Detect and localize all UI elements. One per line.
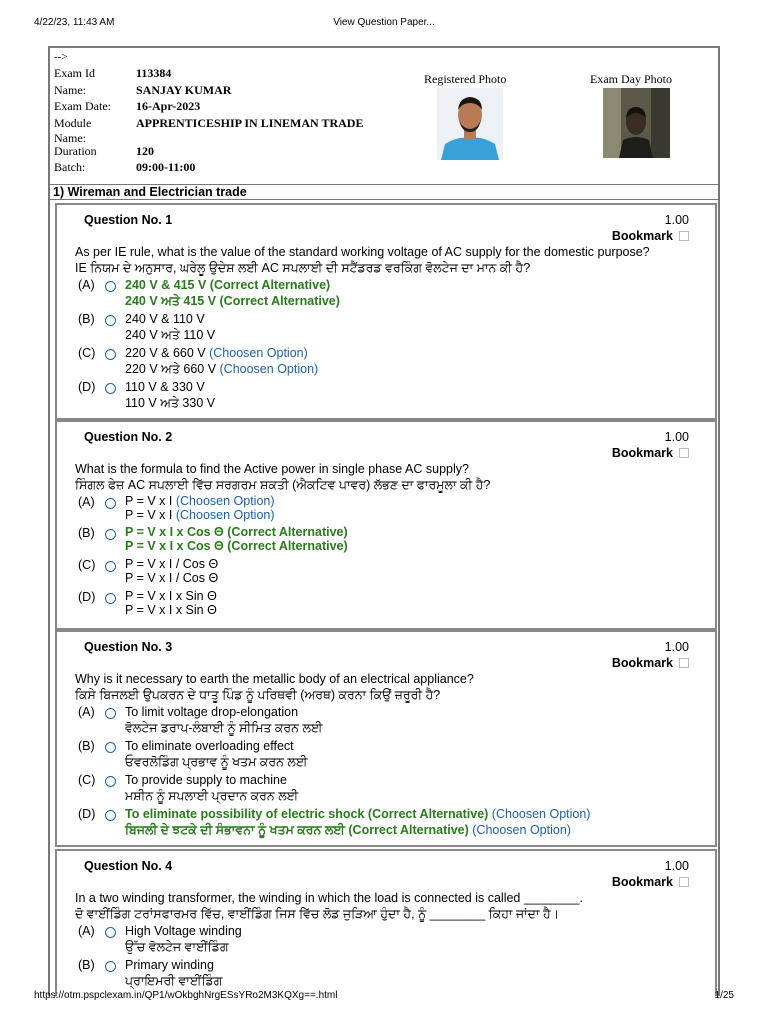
option-letter: (A)	[78, 705, 95, 719]
print-header	[34, 17, 734, 31]
question-text-en: What is the formula to find the Active power in single phase AC supply?	[75, 462, 469, 476]
bookmark-checkbox[interactable]	[679, 231, 689, 241]
option-text-en: High Voltage winding	[125, 924, 242, 938]
option-text-pa: ਪ੍ਰਾਇਮਰੀ ਵਾਈਂਡਿੰਗ	[125, 974, 223, 988]
question-text	[75, 671, 474, 703]
info-label: Name:	[54, 82, 86, 97]
question-card	[55, 630, 717, 847]
option-letter: (D)	[78, 380, 96, 394]
info-label: Module Name:	[54, 115, 92, 145]
option-text-pa: 110 V ਅਤੇ 330 V	[125, 396, 216, 410]
question-card	[55, 203, 717, 420]
bookmark-toggle[interactable]	[612, 875, 689, 889]
option-radio[interactable]	[105, 961, 116, 972]
exam-day-photo	[603, 88, 670, 158]
option-text-en: P = V x I x Sin Θ	[125, 589, 217, 603]
option-text-en: To eliminate overloading effect	[125, 739, 294, 753]
bookmark-toggle[interactable]	[612, 446, 689, 460]
question-text	[75, 890, 583, 922]
option-text-en: 240 V & 110 V	[125, 312, 205, 326]
question-heading: Question No. 4	[84, 859, 173, 873]
question-text-pa: ਕਿਸੇ ਬਿਜਲਈ ਉਪਕਰਨ ਦੇ ਧਾਤੂ ਪਿੰਡ ਨੂੰ ਪਰਿਥਵੀ (ਅਰਥ) ਕਰਨਾ ਕਿਉਂ ਜ਼ਰੂਰੀ ਹੈ?	[75, 688, 441, 702]
info-value: 120	[136, 143, 154, 158]
info-label: Batch:	[54, 160, 86, 175]
info-value: 16-Apr-2023	[136, 99, 201, 114]
option-letter: (C)	[78, 346, 96, 360]
option-radio[interactable]	[105, 498, 116, 509]
question-text-en: In a two winding transformer, the winding in which the load is connected is called ________.	[75, 891, 583, 905]
option-letter: (A)	[78, 495, 95, 509]
question-text-pa: ਸਿੰਗਲ ਫੇਜ਼ AC ਸਪਲਾਈ ਵਿੱਚ ਸਰਗਰਮ ਸ਼ਕਤੀ (ਐਕਟਿਵ ਪਾਵਰ) ਲੱਭਣ ਦਾ ਫਾਰਮੂਲਾ ਕੀ ਹੈ?	[75, 478, 491, 492]
question-marks: 1.00	[664, 859, 689, 873]
option-text-pa: 240 V ਅਤੇ 415 V	[125, 294, 217, 308]
option-tag-chosen: (Choosen Option)	[472, 823, 571, 837]
option-letter: (C)	[78, 773, 96, 787]
section-title: 1) Wireman and Electrician trade	[50, 184, 718, 200]
bookmark-checkbox[interactable]	[679, 448, 689, 458]
bookmark-label: Bookmark	[611, 656, 673, 670]
option-text-pa: ਓਵਰਲੋਡਿੰਗ ਪ੍ਰਭਾਵ ਨੂੰ ਖਤਮ ਕਰਨ ਲਈ	[125, 755, 308, 769]
info-value: 113384	[136, 66, 172, 80]
page-url: https://otm.pspclexam.in/QP1/wOkbghNrgESsYRo2M3KQXg==.html	[34, 990, 338, 1001]
option-tag: (Correct Alternative)	[219, 294, 340, 308]
option-letter: (A)	[78, 278, 95, 292]
option-tag-correct: (Correct Alternative)	[367, 807, 489, 821]
info-value: 09:00-11:00	[136, 160, 196, 175]
option-letter: (D)	[78, 807, 96, 821]
arrow-text: -->	[54, 51, 68, 63]
info-value: SANJAY KUMAR	[136, 82, 232, 97]
question-text-pa: IE ਨਿਯਮ ਦੇ ਅਨੁਸਾਰ, ਘਰੇਲੂ ਉਦੇਸ਼ ਲਈ AC ਸਪਲਾਈ ਦੀ ਸਟੈਂਡਰਡ ਵਰਕਿੰਗ ਵੋਲਟੇਜ ਦਾ ਮਾਨ ਕੀ ਹੈ?	[75, 261, 531, 275]
bookmark-label: Bookmark	[611, 229, 673, 243]
option-text-en: To eliminate possibility of electric shock	[125, 807, 365, 821]
option-text-en: To limit voltage drop-elongation	[125, 705, 299, 719]
option-radio[interactable]	[105, 810, 116, 821]
option-letter: (B)	[78, 739, 95, 753]
option-letter: (A)	[78, 924, 95, 938]
option-radio[interactable]	[105, 383, 116, 394]
option-text-en: 110 V & 330 V	[125, 380, 205, 394]
bookmark-toggle[interactable]	[612, 229, 689, 243]
question-text-en: As per IE rule, what is the value of the standard working voltage of AC supply for the domestic purpose?	[75, 245, 650, 259]
option-radio[interactable]	[105, 281, 116, 292]
option-tag: (Correct Alternative)	[209, 278, 331, 292]
option-radio[interactable]	[105, 776, 116, 787]
option-text-pa: 220 V ਅਤੇ 660 V	[125, 362, 217, 376]
page-number: 1/25	[714, 990, 734, 1001]
question-text	[75, 244, 650, 276]
bookmark-label: Bookmark	[611, 875, 673, 889]
option-text-pa: P = V x I / Cos Θ	[125, 571, 219, 585]
bookmark-checkbox[interactable]	[679, 658, 689, 668]
option-radio[interactable]	[105, 708, 116, 719]
option-text-pa: ਉੱਚ ਵੋਲਟੇਜ ਵਾਈਂਡਿੰਗ	[125, 940, 229, 954]
option-letter: (B)	[78, 958, 95, 972]
option-letter: (D)	[78, 590, 96, 604]
option-tag: (Correct Alternative)	[227, 539, 348, 553]
option-radio[interactable]	[105, 315, 116, 326]
option-text-pa: P = V x I	[125, 508, 173, 522]
option-text-en: To provide supply to machine	[125, 773, 287, 787]
info-label: Duration	[54, 143, 97, 158]
option-tag-chosen: (Choosen Option)	[491, 807, 591, 821]
option-tag: (Choosen Option)	[209, 346, 308, 360]
question-heading: Question No. 2	[84, 430, 173, 444]
info-label: Exam Id	[54, 66, 95, 80]
option-text-en: 240 V & 415 V	[125, 278, 207, 292]
option-letter: (C)	[78, 558, 96, 572]
option-radio[interactable]	[105, 529, 116, 540]
option-text-en: P = V x I	[125, 494, 173, 508]
question-text-pa: ਦੋ ਵਾਈਂਡਿੰਗ ਟਰਾਂਸਫਾਰਮਰ ਵਿੱਚ, ਵਾਈਂਡਿੰਗ ਜਿਸ ਵਿੱਚ ਲੋਡ ਜੁੜਿਆ ਹੁੰਦਾ ਹੈ, ਨੂੰ ________ ਕਿਹਾ ਜਾਂਦਾ ਹੈ।	[75, 907, 560, 921]
option-text-pa: ਮਸ਼ੀਨ ਨੂੰ ਸਪਲਾਈ ਪ੍ਰਦਾਨ ਕਰਨ ਲਈ	[125, 789, 299, 803]
option-radio[interactable]	[105, 593, 116, 604]
option-text-en: P = V x I / Cos Θ	[125, 557, 219, 571]
option-radio[interactable]	[105, 349, 116, 360]
registered-photo-label: Registered Photo	[424, 72, 507, 86]
option-text-pa: P = V x I x Sin Θ	[125, 603, 217, 617]
option-radio[interactable]	[105, 561, 116, 572]
option-tag: (Choosen Option)	[175, 494, 275, 508]
option-text-pa: ਬਿਜਲੀ ਦੇ ਝਟਕੇ ਦੀ ਸੰਭਾਵਨਾ ਨੂੰ ਖਤਮ ਕਰਨ ਲਈ	[125, 823, 345, 837]
question-card	[55, 849, 717, 996]
print-footer	[34, 990, 734, 1004]
option-text-en: 220 V & 660 V	[125, 346, 206, 360]
question-marks: 1.00	[664, 430, 689, 444]
option-text-en: P = V x I x Cos Θ	[125, 525, 224, 539]
option-radio[interactable]	[105, 742, 116, 753]
exam-day-photo-label: Exam Day Photo	[590, 72, 672, 86]
question-marks: 1.00	[664, 640, 689, 654]
bookmark-label: Bookmark	[611, 446, 673, 460]
question-marks: 1.00	[664, 213, 689, 227]
info-label: Exam Date:	[54, 99, 111, 114]
option-tag: (Choosen Option)	[219, 362, 319, 376]
option-tag-correct: (Correct Alternative)	[348, 823, 469, 837]
option-letter: (B)	[78, 312, 95, 326]
print-datetime: 4/22/23, 11:43 AM	[34, 17, 115, 28]
option-text-pa: ਵੋਲਟੇਜ ਡਰਾਪ-ਲੰਬਾਈ ਨੂੰ ਸੀਮਿਤ ਕਰਨ ਲਈ	[125, 721, 323, 735]
question-heading: Question No. 3	[84, 640, 173, 654]
option-tag: (Choosen Option)	[175, 508, 275, 522]
bookmark-checkbox[interactable]	[679, 877, 689, 887]
question-text-en: Why is it necessary to earth the metallic body of an electrical appliance?	[75, 672, 474, 686]
option-radio[interactable]	[105, 927, 116, 938]
option-letter: (B)	[78, 526, 95, 540]
question-paper	[48, 46, 720, 996]
option-text-pa: P = V x I x Cos Θ	[125, 539, 224, 553]
question-card	[55, 420, 717, 630]
option-tag: (Correct Alternative)	[227, 525, 348, 539]
print-title: View Question Paper...	[333, 17, 435, 28]
info-value: APPRENTICESHIP IN LINEMAN TRADE	[136, 115, 364, 130]
question-heading: Question No. 1	[84, 213, 173, 227]
question-text	[75, 461, 490, 493]
bookmark-toggle[interactable]	[612, 656, 689, 670]
registered-photo	[437, 88, 503, 160]
option-text-pa: 240 V ਅਤੇ 110 V	[125, 328, 216, 342]
option-text-en: Primary winding	[125, 958, 214, 972]
